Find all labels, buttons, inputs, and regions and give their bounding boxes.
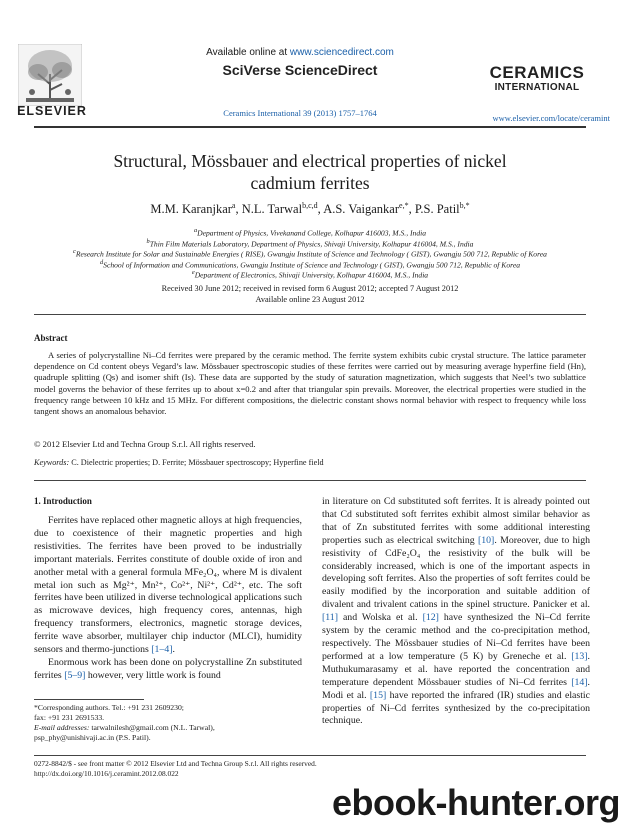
available-prefix: Available online at [206, 47, 290, 58]
affiliation-text: Thin Film Materials Laboratory, Department of Physics, Shivaji University, Kolhapur 416004, M.S., India [149, 239, 474, 249]
affiliation-sup: c [73, 248, 76, 255]
keywords-list: C. Dielectric properties; D. Ferrite; Mössbauer spectroscopy; Hyperfine field [69, 458, 324, 467]
author-2: , N.L. Tarwal [235, 202, 303, 217]
affiliation-sup: d [99, 258, 104, 266]
issn-line: 0272-8842/$ - see front matter © 2012 Elsevier Ltd and Techna Group S.r.l. All rights reserved. [34, 759, 317, 768]
footnote-divider [34, 699, 144, 700]
intro-text: have synthesized the Ni–Cd ferrite system by the ceramic method and the co-precipitation method, respectively. The Mössbauer studies of Ni–Cd ferrites have been performed at a low temperature (5 K) by Greneche et al. [322, 612, 590, 662]
left-column [34, 515, 302, 683]
keywords-line [34, 458, 586, 467]
fax-note: fax: +91 231 2691533. [34, 713, 105, 722]
author-list [30, 201, 590, 217]
available-online-date: Available online 23 August 2012 [255, 295, 365, 304]
journal-logo-line1: CERAMICS [489, 63, 585, 82]
author-3: , A.S. Vaigankar [317, 202, 400, 217]
author-2-sup: b,c,d [302, 201, 318, 210]
email-2[interactable]: psp_phy@unishivaji.ac.in (P.S. Patil). [34, 733, 151, 742]
citation-link[interactable]: [15] [369, 689, 387, 701]
header-divider [34, 126, 586, 128]
affiliation-text: Research Institute for Solar and Sustainable Energies ( RISE), Gwangju Institute of Science and Technology ( GIST), Gwangju 500 712, Republic of Korea [75, 249, 547, 259]
abstract-body: A series of polycrystalline Ni–Cd ferrites were prepared by the ceramic method. The ferrite system exhibits cubic crystal structure. The lattice parameter dependence on Cd content obeys Vegard’s law. Mössbauer spectroscopic studies of these ferrites were carried out by measuring average hyperfine field (Hn), quadruple splitting (Qs) and isomer shift (Is). These data are supported by the study of saturation magnetization, which suggests that Neel’s two sublattice model governs the behavior of these ferrites up to about x=0.2 and after that triangular spin prevails. Moreover, the electrical properties were studied in the frequency range between 10 kHz and 15 MHz. For different compositions, the dielectric constant shows normal behavior with respect to frequency while loss tangent shows an anomalous behavior. [34, 350, 586, 417]
title-line-2: cadmium ferrites [250, 173, 370, 193]
doi-link[interactable]: http://dx.doi.org/10.1016/j.ceramint.2012.08.022 [34, 769, 179, 778]
platform-name: SciVerse ScienceDirect [222, 62, 378, 78]
keywords-label: Keywords: [34, 458, 70, 467]
intro-paragraph-1 [34, 515, 302, 657]
intro-text: . [172, 644, 175, 656]
sciencedirect-link[interactable]: www.sciencedirect.com [289, 47, 394, 58]
email-note [34, 723, 304, 733]
article-dates [60, 283, 560, 305]
author-4-sup: b,* [459, 201, 470, 210]
intro-text: however, very little work is found [85, 669, 221, 681]
intro-paragraph-2 [34, 657, 302, 683]
intro-text: Enormous work has been done on polycrystalline Zn substituted ferrites [34, 656, 302, 681]
affiliation-e [20, 268, 600, 281]
section-heading-introduction: 1. Introduction [34, 496, 92, 506]
intro-text: have reported the infrared (IR) studies and elastic properties of Ni–Cd ferrites synthesized by the co-precipitation technique. [322, 689, 590, 727]
journal-citation[interactable]: Ceramics International 39 (2013) 1757–1764 [223, 108, 377, 118]
intro-text: . Moreover, due to high resistivity of CdFe₂O₄ the resistivity of the bulk will be considerably increased, which is one of the important aspects in developing soft ferrites. Also the properties of soft ferrites could be easily modified by the incorporation and suitable addition of divalent and trivalent cations in the spinel structure. Panicker et al. [322, 534, 590, 611]
article-title [60, 150, 560, 194]
right-column [322, 496, 590, 728]
affiliation-sup: b [146, 237, 150, 245]
author-4: , P.S. Patil [408, 202, 460, 217]
email-1[interactable]: tarwalnilesh@gmail.com (N.L. Tarwal), [89, 723, 215, 732]
journal-url-link[interactable]: www.elsevier.com/locate/ceramint [492, 113, 610, 123]
citation-link[interactable]: [13] [571, 650, 588, 662]
citation-link[interactable]: [12] [422, 612, 439, 624]
citation-link[interactable]: [10] [477, 534, 495, 546]
citation-link[interactable]: [11] [322, 612, 338, 624]
abstract-copyright: © 2012 Elsevier Ltd and Techna Group S.r.l. All rights reserved. [34, 439, 256, 449]
affiliation-sup: e [191, 269, 195, 276]
intro-text: in literature on Cd substituted soft ferrites. It is already pointed out that Cd substituted soft ferrites exhibit almost similar behavior as that of Zn substituted ferrites with some additional interesting properties such as electrical switching [322, 496, 590, 546]
abstract-top-divider [34, 314, 586, 315]
intro-paragraph-continued [322, 496, 590, 728]
citation-link[interactable]: [5–9] [64, 669, 86, 681]
ceramics-international-logo [482, 64, 592, 98]
available-online-line [150, 47, 450, 58]
email-label: E-mail addresses: [34, 723, 90, 732]
journal-logo-line2: INTERNATIONAL [494, 82, 580, 93]
bottom-divider [34, 755, 586, 756]
abstract-heading: Abstract [34, 333, 68, 343]
publisher-name: ELSEVIER [17, 104, 87, 118]
abstract-bottom-divider [34, 480, 586, 481]
elsevier-tree-logo [18, 44, 82, 106]
intro-text: Ferrites have replaced other magnetic alloys at high frequencies, due to coexistence of their magnetic properties and high resistivities. The ferrites have been proved to be industrially important materials. Ferrites constitute of double oxide of iron and another metal with a general formula MFe₂O₄, where M is divalent metal ion such as Mg²⁺, Mn²⁺, Co²⁺, Ni²⁺, Cd²⁺, etc. The soft ferrites have been utilized in diverse technological applications such as microwave devices, high frequency cores, antennas, high frequency transformers, electronics, magnetic storage devices, ferrite wave absorber, multilayer chip inductor (MLCI), humidity sensors and thermo-junctions [34, 515, 302, 656]
intro-text: and Wolska et al. [337, 612, 423, 624]
author-3-sup: e,* [399, 201, 409, 210]
watermark-text: ebook-hunter.org [332, 782, 620, 823]
affiliation-text: Department of Electronics, Shivaji University, Kolhapur 416004, M.S., India [194, 270, 429, 280]
author-1: M.M. Karanjkar [150, 202, 232, 217]
corresponding-author-note: *Corresponding authors. Tel.: +91 231 2609230; [34, 703, 184, 712]
affiliation-text: Department of Physics, Vivekanand College, Kolhapur 416003, M.S., India [197, 228, 427, 238]
received-dates: Received 30 June 2012; received in revised form 6 August 2012; accepted 7 August 2012 [161, 284, 459, 293]
intro-text: . Muthukumarasamy et al. have reported the concentration and temperature dependent Mössbauer studies of Ni–Cd ferrites [322, 650, 590, 688]
affiliation-text: School of Information and Communications, Gwangju Institute of Science and Technology ( GIST), Gwangju 500 712, Republic of Korea [103, 260, 521, 270]
citation-link[interactable]: [14] [571, 676, 588, 688]
affiliation-sup: a [193, 227, 198, 234]
intro-text: . Modi et al. [322, 676, 590, 701]
title-line-1: Structural, Mössbauer and electrical properties of nickel [113, 151, 507, 171]
citation-link[interactable]: [1–4] [151, 644, 173, 656]
author-1-sup: a [231, 201, 236, 210]
